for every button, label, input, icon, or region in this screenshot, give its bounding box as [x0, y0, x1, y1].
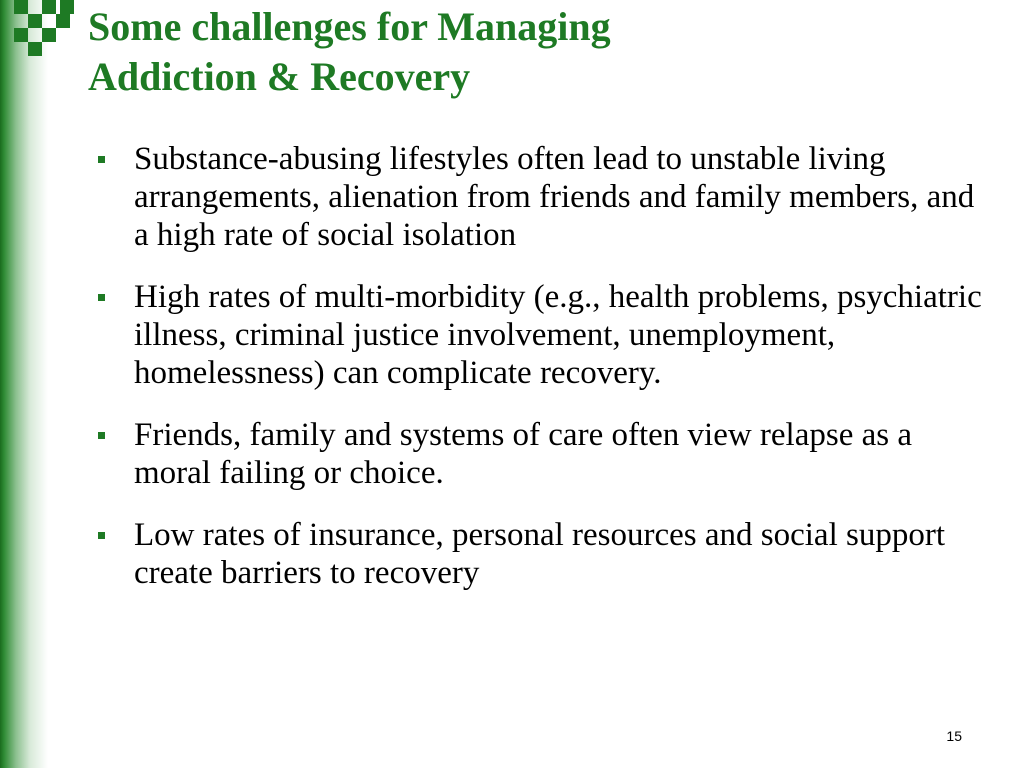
bullet-item	[96, 140, 996, 254]
page-number: 15	[946, 728, 962, 744]
checker-square	[42, 28, 56, 42]
checker-pattern-logo	[0, 0, 90, 70]
square-bullet-icon	[98, 294, 105, 301]
checker-square	[28, 14, 42, 28]
bullet-text: Low rates of insurance, personal resources and social support create barriers to recovery	[134, 517, 945, 591]
square-bullet-icon	[98, 432, 105, 439]
checker-square	[14, 28, 28, 42]
square-bullet-icon	[98, 532, 105, 539]
checker-square	[42, 0, 56, 14]
slide-title	[88, 2, 611, 102]
checker-square	[14, 0, 28, 14]
checker-square	[56, 14, 70, 28]
bullet-text: Substance-abusing lifestyles often lead to unstable living arrangements, alienation from friends and family members, and a high rate of social isolation	[134, 141, 975, 253]
bullet-item	[96, 278, 996, 392]
slide-title-line-2: Addiction & Recovery	[88, 54, 471, 99]
side-gradient-bar	[0, 0, 48, 768]
checker-square	[60, 0, 74, 14]
checker-square	[28, 42, 42, 56]
bullet-text: High rates of multi-morbidity (e.g., health problems, psychiatric illness, criminal justice involvement, unemployment, homelessness) can complicate recovery.	[134, 279, 982, 391]
bullet-item	[96, 516, 996, 592]
bullet-text: Friends, family and systems of care often view relapse as a moral failing or choice.	[134, 417, 912, 491]
bullet-item	[96, 416, 996, 492]
bullet-list	[96, 140, 996, 592]
square-bullet-icon	[98, 156, 105, 163]
slide-title-line-1: Some challenges for Managing	[88, 4, 611, 49]
